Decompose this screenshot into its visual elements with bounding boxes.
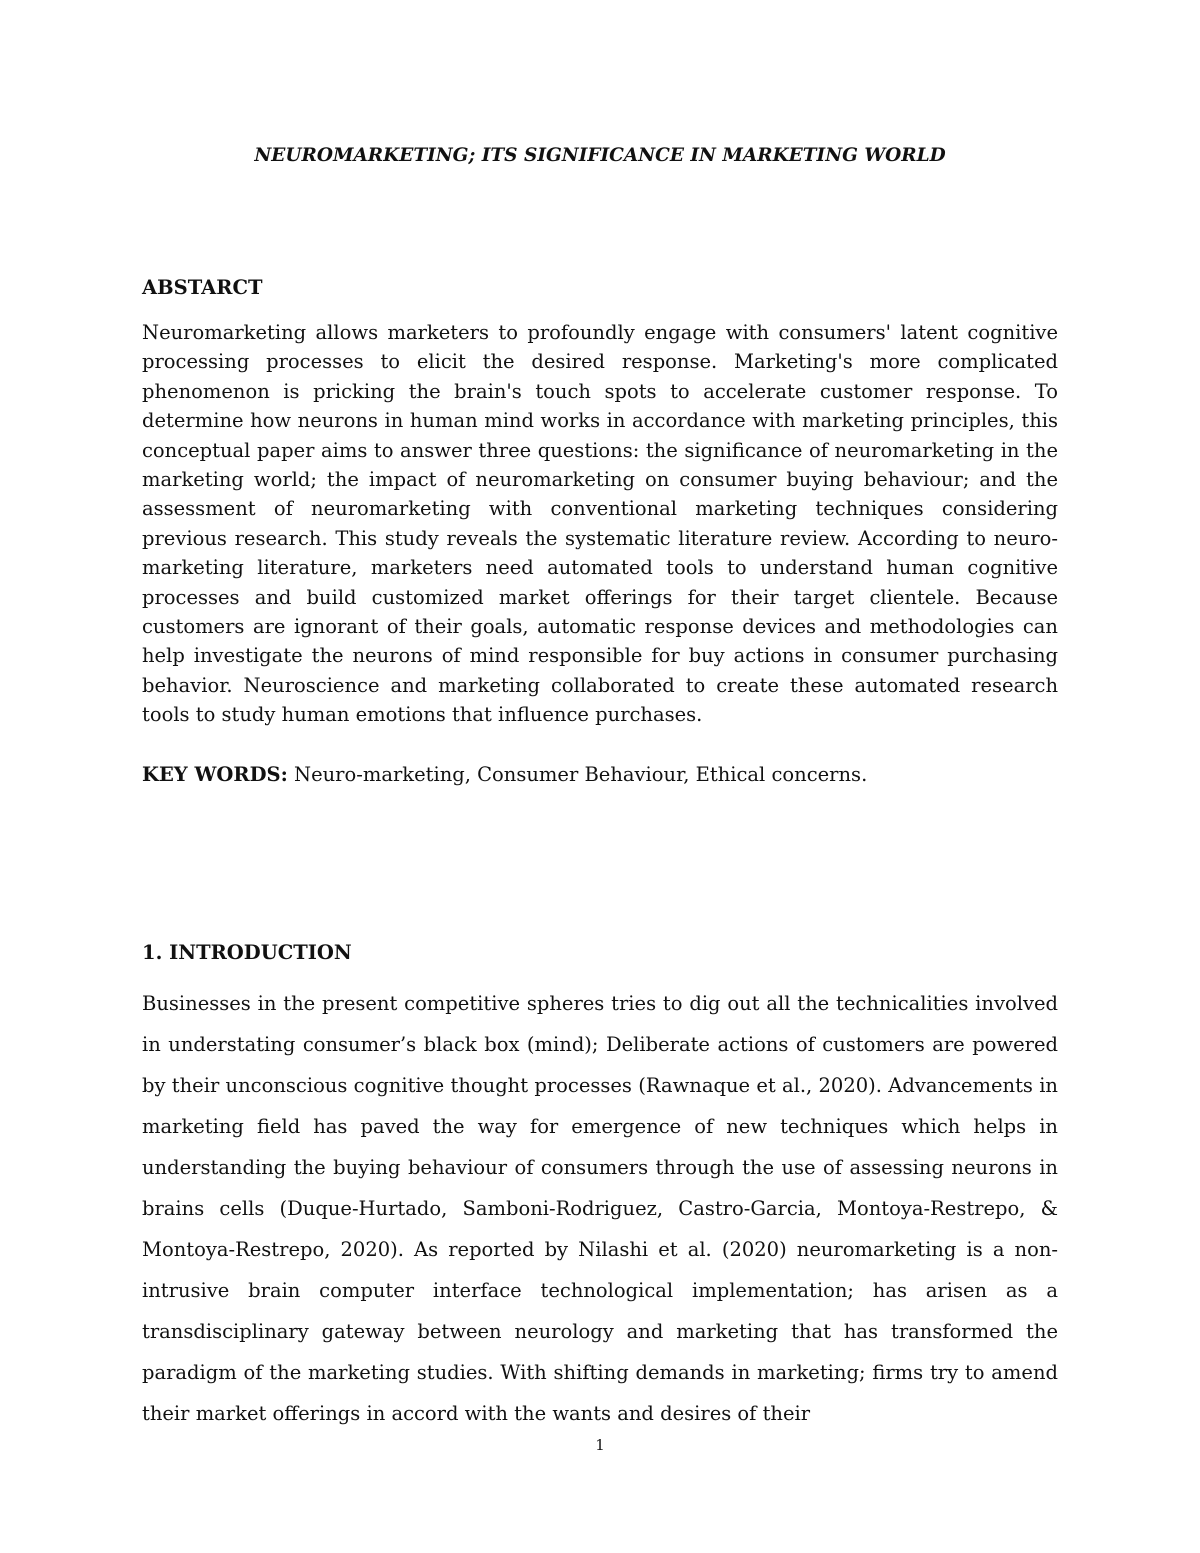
- abstract-heading: ABSTARCT: [142, 276, 263, 299]
- abstract-text: Neuromarketing allows marketers to profoundly engage with consumers' latent cognitive processing processes to elicit the desired response. Marketing's more complicated phenomenon is pricking the brain's touch spots to accelerate customer response. To determine how neurons in human mind works in accordance with marketing principles, this conceptual paper aims to answer three questions: the significance of neuromarketing in the marketing world; the impact of neuromarketing on consumer buying behaviour; and the assessment of neuromarketing with conventional marketing techniques considering previous research. This study reveals the systematic literature review. According to neuro-marketing literature, marketers need automated tools to understand human cognitive processes and build customized market offerings for their target clientele. Because customers are ignorant of their goals, automatic response devices and methodologies can help investigate the neurons of mind responsible for buy actions in consumer purchasing behavior. Neuroscience and marketing collaborated to create these automated research tools to study human emotions that influence purchases.: [142, 321, 1058, 727]
- keywords-label: KEY WORDS:: [142, 763, 288, 786]
- paper-title: NEUROMARKETING; ITS SIGNIFICANCE IN MARKETING WORLD: [254, 145, 946, 166]
- keywords: [142, 760, 1058, 790]
- introduction-text: Businesses in the present competitive spheres tries to dig out all the technicalities involved in understating consumer’s black box (mind); Deliberate actions of customers are powered by their unconscious cognitive thought processes (Rawnaque et al., 2020). Advancements in marketing field has paved the way for emergence of new techniques which helps in understanding the buying behaviour of consumers through the use of assessing neurons in brains cells (Duque-Hurtado, Samboni-Rodriguez, Castro-Garcia, Montoya-Restrepo, & Montoya-Restrepo, 2020). As reported by Nilashi et al. (2020) neuromarketing is a non-intrusive brain computer interface technological implementation; has arisen as a transdisciplinary gateway between neurology and marketing that has transformed the paradigm of the marketing studies. With shifting demands in marketing; firms try to amend their market offerings in accord with the wants and desires of their: [142, 992, 1058, 1425]
- keywords-text: Neuro-marketing, Consumer Behaviour, Ethical concerns.: [287, 763, 868, 786]
- page-number: 1: [595, 1436, 605, 1454]
- introduction-heading: 1. INTRODUCTION: [142, 941, 352, 964]
